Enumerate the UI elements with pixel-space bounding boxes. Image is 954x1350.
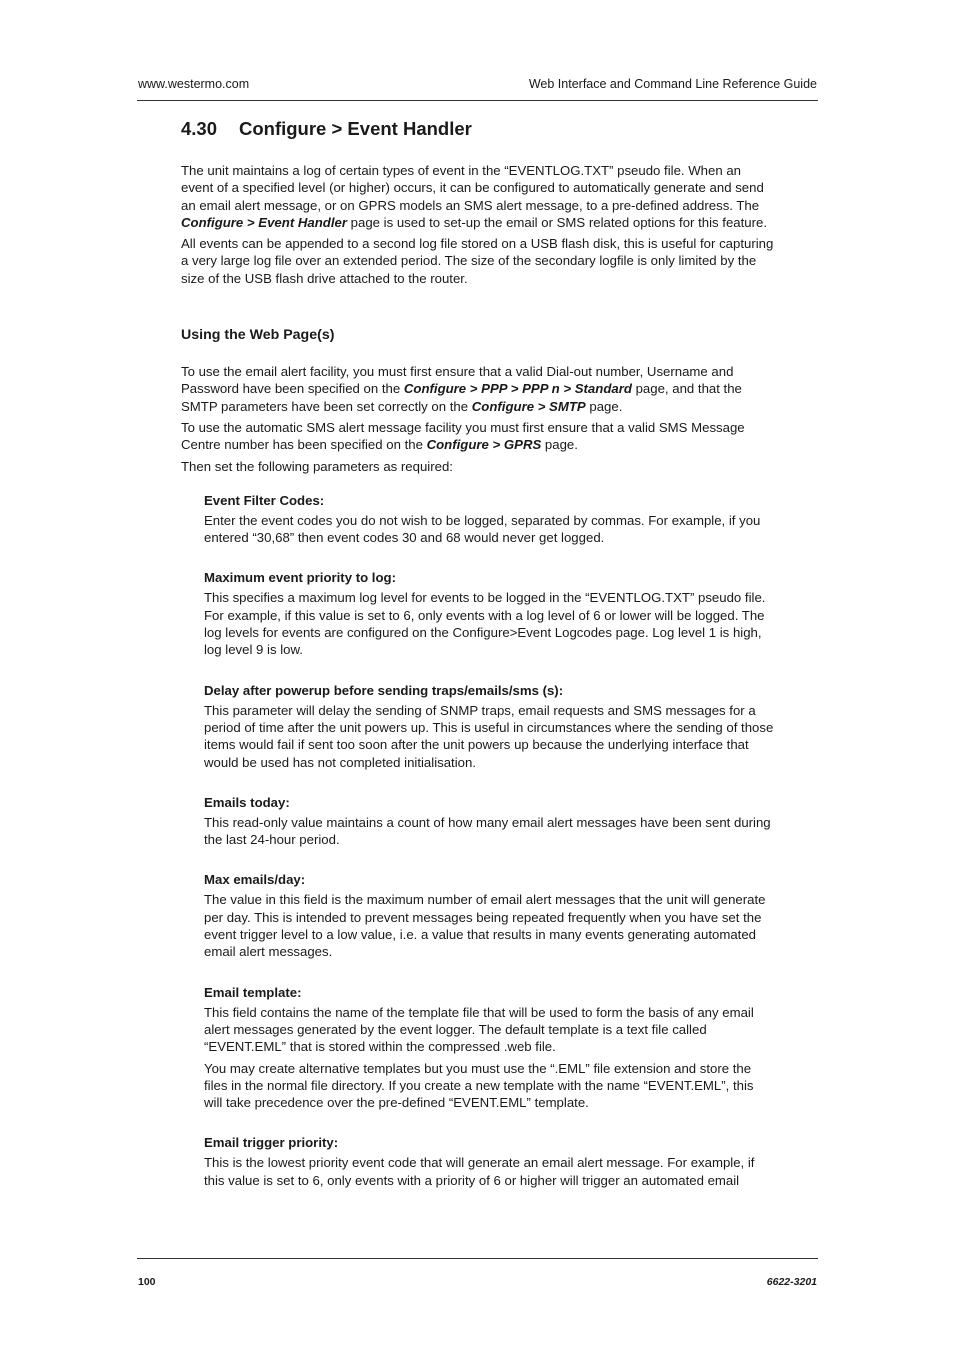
- section-title: Configure > Event Handler: [239, 118, 472, 139]
- subsection-heading: Using the Web Page(s): [181, 327, 335, 344]
- menu-path: Configure > GPRS: [426, 437, 542, 453]
- parameters-intro: Then set the following parameters as required:: [181, 458, 453, 474]
- intro-paragraph-1: The unit maintains a log of certain types of event in the “EVENTLOG.TXT” pseudo file. When an event of a specified level (or higher) occurs, it can be configured to automatically generate and send an email alert message, or on GPRS models an SMS alert message, to a pre-defined address. The Configure > Event Handler page is used to set-up the email or SMS related options for this feature.: [181, 163, 768, 230]
- param-powerup-delay: [204, 683, 775, 771]
- param-emails-today: [204, 795, 775, 849]
- param-email-trigger-priority: [204, 1135, 775, 1189]
- footer-doc-code: 6622-3201: [766, 1276, 817, 1288]
- param-max-emails-per-day: [204, 872, 775, 960]
- param-label: Event Filter Codes:: [204, 492, 325, 508]
- header-website: www.westermo.com: [138, 77, 250, 91]
- param-max-event-priority: [204, 570, 775, 658]
- footer-rule: [137, 1258, 818, 1259]
- page-content: [181, 118, 775, 1193]
- param-description: Enter the event codes you do not wish to be logged, separated by commas. For example, if you entered “30,68” then event codes 30 and 68 would never get logged.: [204, 512, 761, 546]
- param-label: Maximum event priority to log:: [204, 570, 396, 586]
- param-label: Emails today:: [204, 794, 290, 810]
- param-description: This parameter will delay the sending of SNMP traps, email requests and SMS messages for a period of time after the unit powers up. This is useful in circumstances where the sending of those items would fail if sent too soon after the unit powers up because the underlying interface that would be used has not completed initialisation.: [204, 702, 774, 770]
- menu-path: Configure > SMTP: [471, 398, 586, 414]
- param-description: This specifies a maximum log level for events to be logged in the “EVENTLOG.TXT” pseudo file. For example, if this value is set to 6, only events with a log level of 6 or lower will be logged. The log levels for events are configured on the Configure>Event Logcodes page. Log level 1 is high, log level 9 is low.: [204, 590, 766, 658]
- param-description: You may create alternative templates but you must use the “.EML” file extension and store the files in the normal file directory. If you create a new template with the name “EVENT.EML”, this will take precedence over the pre-defined “EVENT.EML” template.: [204, 1060, 754, 1111]
- param-label: Email trigger priority:: [204, 1135, 339, 1151]
- param-description: This read-only value maintains a count of how many email alert messages have been sent during the last 24-hour period.: [204, 814, 771, 848]
- sms-prereq-paragraph: To use the automatic SMS alert message facility you must first ensure that a valid SMS Message Centre number has been specified on the Configure > GPRS page.: [181, 419, 745, 453]
- intro-paragraph-2: All events can be appended to a second log file stored on a USB flash disk, this is useful for capturing a very large log file over an extended period. The size of the secondary logfile is only limited by the size of the USB flash drive attached to the router.: [181, 236, 774, 286]
- param-label: Max emails/day:: [204, 872, 306, 888]
- param-description: This is the lowest priority event code that will generate an email alert message. For example, if this value is set to 6, only events with a priority of 6 or higher will trigger an automated email: [204, 1155, 755, 1188]
- section-number: 4.30: [181, 118, 218, 139]
- param-label: Email template:: [204, 984, 302, 1000]
- param-event-filter-codes: [204, 493, 775, 547]
- section-heading: [181, 118, 775, 140]
- param-description: This field contains the name of the template file that will be used to form the basis of any email alert messages generated by the event logger. The default template is a text file called “EVENT.EML” that is stored within the compressed .web file.: [204, 1004, 754, 1055]
- param-label: Delay after powerup before sending traps/emails/sms (s):: [204, 682, 564, 698]
- header-guide-title: Web Interface and Command Line Reference Guide: [528, 77, 817, 91]
- menu-path: Configure > PPP > PPP n > Standard: [403, 381, 632, 397]
- menu-path: Configure > Event Handler: [181, 214, 347, 230]
- param-email-template: [204, 985, 775, 1112]
- email-prereq-paragraph: To use the email alert facility, you must first ensure that a valid Dial-out number, Username and Password have been specified on the Configure > PPP > PPP n > Standard page, and that the SMTP parameters have been set correctly on the Configure > SMTP page.: [181, 364, 742, 414]
- header-rule: [137, 100, 818, 101]
- footer-page-number: 100: [138, 1276, 156, 1288]
- param-description: The value in this field is the maximum number of email alert messages that the unit will generate per day. This is intended to prevent messages being repeated frequently when you have set the event trigger level to a low value, i.e. a value that results in many events generating automated email alert messages.: [204, 892, 766, 960]
